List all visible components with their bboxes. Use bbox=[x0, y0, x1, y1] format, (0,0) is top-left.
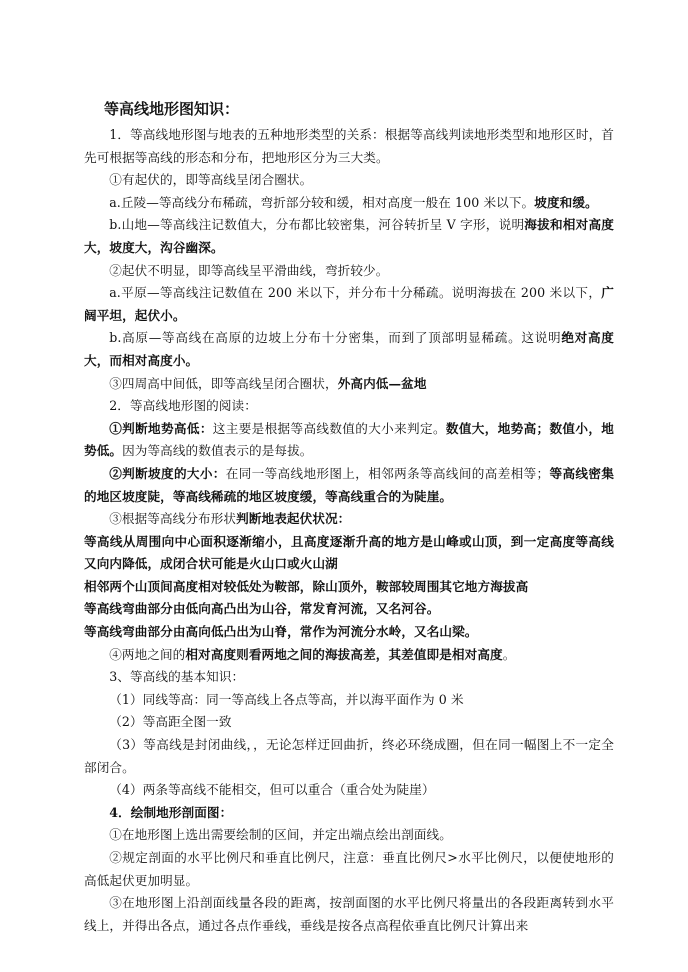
slope-heading: ②判断坡度的大小： bbox=[109, 465, 226, 481]
terrain-height-emphasis: 数值大，地势高；数值小，地势低。 bbox=[84, 420, 614, 459]
paragraph-9: 2．等高线地形图的阅读： bbox=[109, 398, 257, 414]
mountains-text: b.山地—等高线注记数值大，分布都比较密集，河谷转折呈 V 字形，说明 bbox=[109, 217, 525, 233]
paragraph-plateau bbox=[84, 327, 614, 372]
relief-emphasis: 判断地表起伏状况： bbox=[236, 511, 351, 527]
paragraph-23 bbox=[84, 802, 614, 825]
paragraph-valley bbox=[84, 598, 614, 621]
plains-emphasis: 广阔平坦，起伏小。 bbox=[84, 285, 614, 323]
paragraph-peak bbox=[84, 531, 614, 576]
paragraph-25: ②规定剖面的水平比例尺和垂直比例尺，注意：垂直比例尺>水平比例尺，以便使地形的高低起伏更加明显。 bbox=[84, 850, 614, 888]
basin-text: ③四周高中间低，即等高线呈闭合圈状， bbox=[109, 375, 338, 391]
relative-height-text: ④两地之间的 bbox=[109, 646, 186, 662]
plateau-text: b.高原—等高线在高原的边坡上分布十分密集，而到了顶部明显稀疏。这说明 bbox=[109, 330, 562, 346]
slope-emphasis: 等高线密集的地区坡度陡，等高线稀疏的地区坡度缓，等高线重合的为陡崖。 bbox=[84, 465, 615, 504]
paragraph-2: ①有起伏的，即等高线呈闭合圈状。 bbox=[109, 172, 313, 188]
paragraph-ridge bbox=[84, 621, 614, 644]
hills-text: a.丘陵—等高线分布稀疏，弯折部分较和缓，相对高度一般在 100 米以下。 bbox=[109, 194, 535, 210]
paragraph-saddle bbox=[84, 576, 614, 599]
section-4-heading: 4．绘制地形剖面图： bbox=[109, 804, 233, 820]
paragraph-plains bbox=[84, 282, 614, 327]
valley-text: 等高线弯曲部分由低向高凸出为山谷，常发育河流，又名河谷。 bbox=[84, 601, 440, 617]
paragraph-basin bbox=[84, 373, 614, 396]
paragraph-21: （3）等高线是封闭曲线，，无论怎样迂回曲折，终必环绕成圈，但在同一幅图上不一定全部闭合。 bbox=[84, 737, 614, 775]
document-title: 等高线地形图知识： bbox=[104, 100, 240, 118]
terrain-height-text: 这主要是根据等高线数值的大小来判定。 bbox=[212, 420, 446, 436]
plateau-emphasis: 绝对高度大，而相对高度小。 bbox=[84, 330, 614, 368]
plains-text: a.平原—等高线注记数值在 200 米以下，并分布十分稀疏。说明海拔在 200 米以下， bbox=[109, 285, 602, 301]
paragraph-relative-height bbox=[84, 644, 614, 667]
slope-text: 在同一等高线地形图上，相邻两条等高线间的高差相等； bbox=[225, 465, 550, 481]
saddle-text: 相邻两个山顶间高度相对较低处为鞍部，除山顶外，鞍部较周围其它地方海拔高 bbox=[84, 578, 529, 594]
paragraph-mountains bbox=[84, 214, 614, 259]
basin-emphasis: 外高内低—盆地 bbox=[337, 375, 427, 391]
paragraph-terrain-height bbox=[84, 418, 614, 463]
paragraph-slope bbox=[84, 463, 614, 508]
hills-emphasis: 坡度和缓。 bbox=[534, 194, 598, 210]
paragraph-22: （4）两条等高线不能相交，但可以重合（重合处为陡崖） bbox=[109, 782, 435, 798]
terrain-height-note: 因为等高线的数值表示的是每拔。 bbox=[122, 443, 313, 459]
paragraph-5: ②起伏不明显，即等高线呈平滑曲线，弯折较少。 bbox=[109, 262, 389, 278]
mountains-emphasis: 海拔和相对高度大，坡度大，沟谷幽深。 bbox=[84, 217, 614, 255]
terrain-height-heading: ①判断地势高低： bbox=[109, 420, 213, 436]
paragraph-24: ①在地形图上选出需要绘制的区间，并定出端点绘出剖面线。 bbox=[109, 827, 452, 843]
document-body bbox=[84, 98, 614, 937]
paragraph-19: （1）同线等高：同一等高线上各点等高，并以海平面作为 0 米 bbox=[109, 691, 464, 707]
paragraph-20: （2）等高距全图一致 bbox=[109, 714, 232, 730]
peak-text: 等高线从周围向中心面积逐渐缩小，且高度逐渐升高的地方是山峰或山顶，到一定高度等高线又向内降低，成闭合状可能是火山口或火山湖 bbox=[84, 533, 614, 572]
paragraph-1: 1．等高线地形图与地表的五种地形类型的关系：根据等高线判读地形类型和地形区时，首先可根据等高线的形态和分布，把地形区分为三大类。 bbox=[84, 127, 614, 165]
paragraph-18: 3、等高线的基本知识： bbox=[109, 669, 245, 685]
paragraph-relief bbox=[84, 508, 614, 531]
paragraph-26: ③在地形图上沿剖面线量各段的距离，按剖面图的水平比例尺将量出的各段距离转到水平线上，并得出各点，通过各点作垂线，垂线是按各点高程依垂直比例尺计算出来 bbox=[84, 895, 614, 933]
relative-height-end: 。 bbox=[502, 646, 516, 662]
paragraph-hills bbox=[84, 192, 614, 215]
relief-text: ③根据等高线分布形状 bbox=[109, 511, 237, 527]
ridge-text: 等高线弯曲部分由高向低凸出为山脊，常作为河流分水岭，又名山梁。 bbox=[84, 624, 478, 640]
relative-height-emphasis: 相对高度则看两地之间的海拔高差，其差值即是相对高度 bbox=[185, 646, 503, 662]
